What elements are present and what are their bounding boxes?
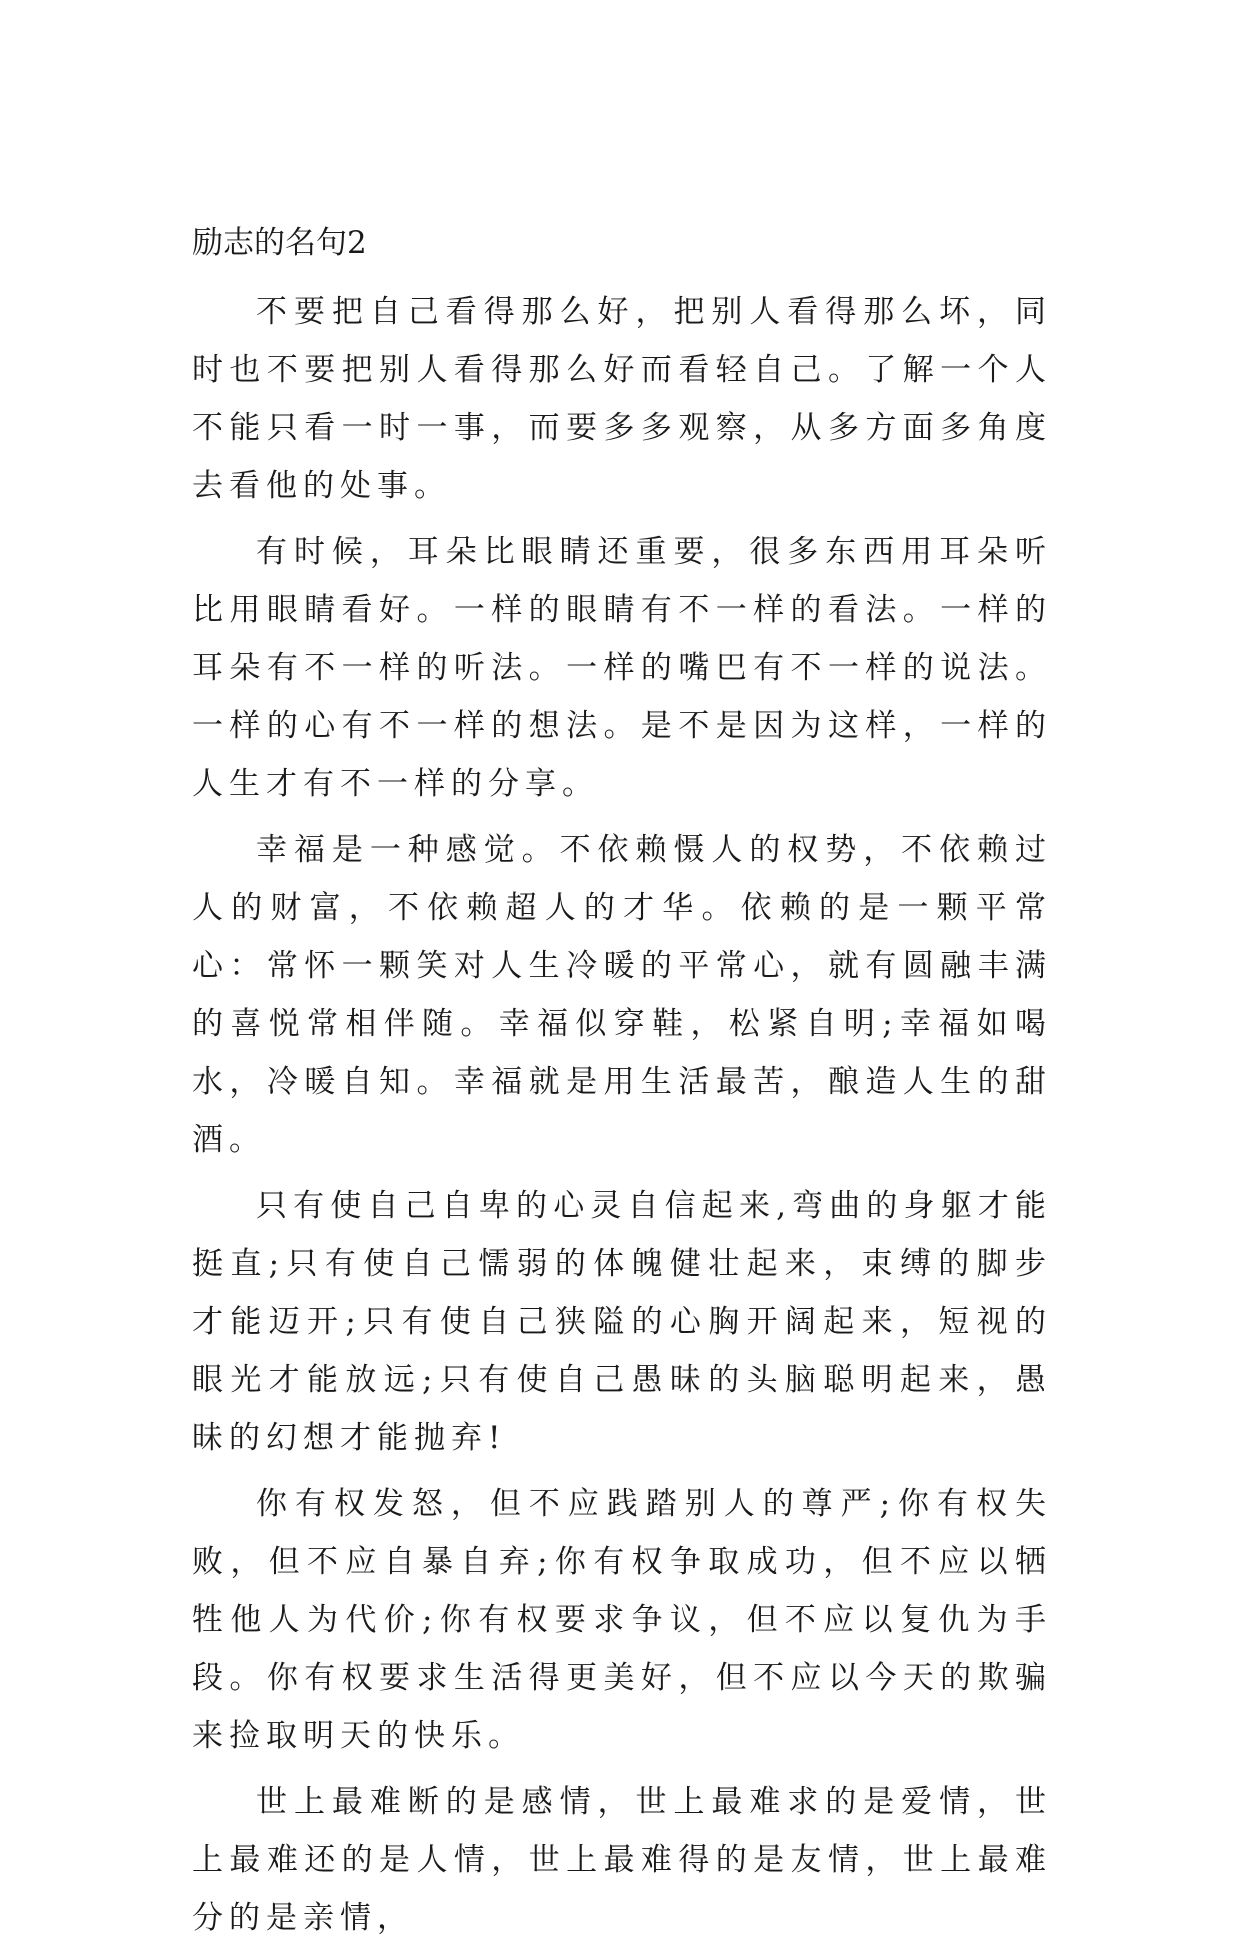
paragraph-5: 你有权发怒，但不应践踏别人的尊严;你有权失败，但不应自暴自弃;你有权争取成功，但不应以牺牲他人为代价;你有权要求争议，但不应以复仇为手段。你有权要求生活得更美好，但不应以今天的欺骗来捡取明天的快乐。	[192, 1486, 1052, 1754]
paragraph-1: 不要把自己看得那么好，把别人看得那么坏，同时也不要把别人看得那么好而看轻自己。了解一个人不能只看一时一事，而要多多观察，从多方面多角度去看他的处事。	[192, 294, 1052, 504]
paragraph-6: 世上最难断的是感情，世上最难求的是爱情，世上最难还的是人情，世上最难得的是友情，世上最难分的是亲情，	[192, 1784, 1052, 1936]
paragraph-4: 只有使自己自卑的心灵自信起来,弯曲的身躯才能挺直;只有使自己懦弱的体魄健壮起来，束缚的脚步才能迈开;只有使自己狭隘的心胸开阔起来，短视的眼光才能放远;只有使自己愚昧的头脑聪明起来，愚昧的幻想才能抛弃!	[192, 1188, 1052, 1456]
section-title: 励志的名句2	[192, 225, 367, 261]
paragraph-3: 幸福是一种感觉。不依赖慑人的权势，不依赖过人的财富，不依赖超人的才华。依赖的是一颗平常心：常怀一颗笑对人生冷暖的平常心，就有圆融丰满的喜悦常相伴随。幸福似穿鞋，松紧自明;幸福如喝水，冷暖自知。幸福就是用生活最苦，酿造人生的甜酒。	[192, 832, 1052, 1158]
paragraph-2: 有时候，耳朵比眼睛还重要，很多东西用耳朵听比用眼睛看好。一样的眼睛有不一样的看法。一样的耳朵有不一样的听法。一样的嘴巴有不一样的说法。一样的心有不一样的想法。是不是因为这样，一样的人生才有不一样的分享。	[192, 534, 1052, 802]
document-body	[192, 221, 1052, 1955]
